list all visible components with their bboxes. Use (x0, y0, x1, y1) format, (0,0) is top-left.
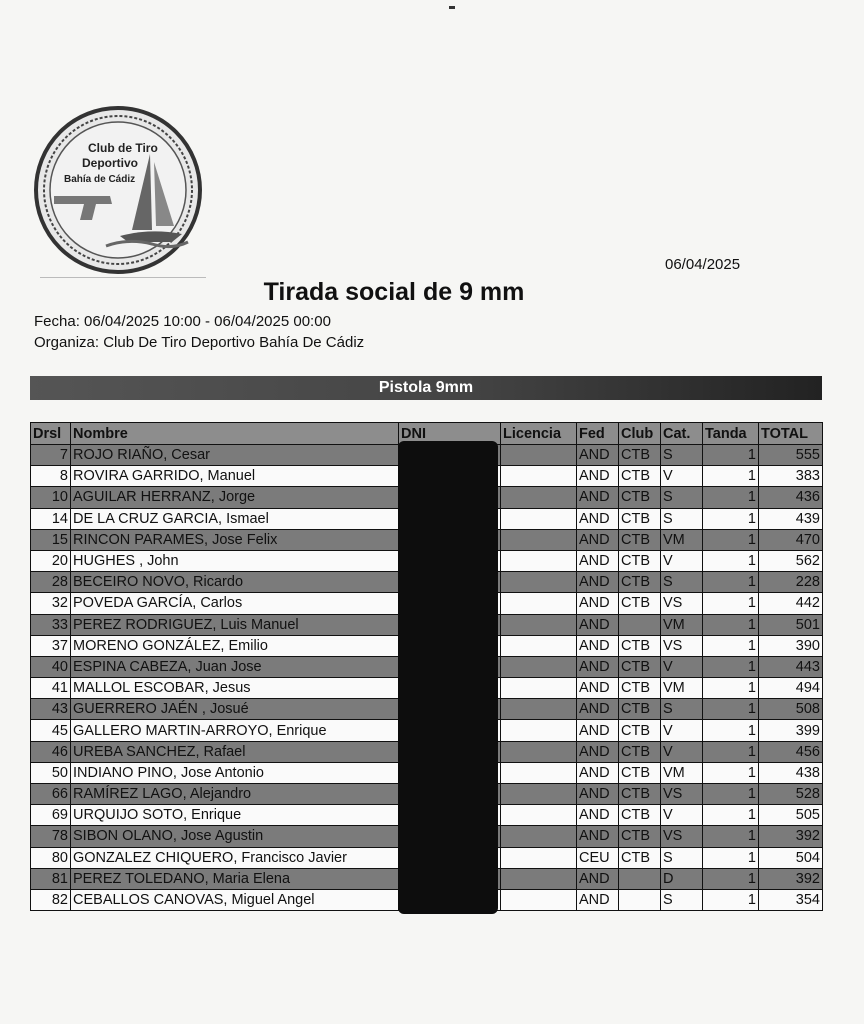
cell-cat: V (661, 741, 703, 762)
cell-tanda: 1 (703, 529, 759, 550)
cell-cat: V (661, 805, 703, 826)
print-date: 06/04/2025 (665, 256, 741, 273)
cell-fed: AND (577, 762, 619, 783)
cell-cat: S (661, 889, 703, 910)
cell-club: CTB (619, 572, 661, 593)
cell-licencia (501, 614, 577, 635)
cell-nombre: PEREZ RODRIGUEZ, Luis Manuel (71, 614, 399, 635)
cell-licencia (501, 593, 577, 614)
cell-fed: AND (577, 656, 619, 677)
cell-cat: V (661, 550, 703, 571)
cell-fed: AND (577, 593, 619, 614)
cell-total: 439 (759, 508, 823, 529)
cell-drsl: 33 (31, 614, 71, 635)
cell-drsl: 14 (31, 508, 71, 529)
cell-licencia (501, 466, 577, 487)
cell-drsl: 81 (31, 868, 71, 889)
cell-total: 399 (759, 720, 823, 741)
cell-drsl: 69 (31, 805, 71, 826)
cell-cat: D (661, 868, 703, 889)
cell-tanda: 1 (703, 868, 759, 889)
cell-club: CTB (619, 720, 661, 741)
cell-drsl: 46 (31, 741, 71, 762)
col-cat: Cat. (661, 423, 703, 445)
cell-fed: AND (577, 678, 619, 699)
cell-tanda: 1 (703, 550, 759, 571)
cell-tanda: 1 (703, 678, 759, 699)
cell-cat: VM (661, 762, 703, 783)
cell-club: CTB (619, 762, 661, 783)
cell-nombre: CEBALLOS CANOVAS, Miguel Angel (71, 889, 399, 910)
cell-club: CTB (619, 741, 661, 762)
cell-nombre: RAMÍREZ LAGO, Alejandro (71, 784, 399, 805)
cell-fed: AND (577, 487, 619, 508)
cell-total: 504 (759, 847, 823, 868)
cell-club: CTB (619, 635, 661, 656)
cell-nombre: RINCON PARAMES, Jose Felix (71, 529, 399, 550)
cell-drsl: 41 (31, 678, 71, 699)
cell-club: CTB (619, 826, 661, 847)
cell-fed: AND (577, 889, 619, 910)
cell-total: 390 (759, 635, 823, 656)
cell-nombre: MALLOL ESCOBAR, Jesus (71, 678, 399, 699)
cell-licencia (501, 572, 577, 593)
event-date: Fecha: 06/04/2025 10:00 - 06/04/2025 00:00 (34, 313, 331, 330)
cell-total: 436 (759, 487, 823, 508)
col-licencia: Licencia (501, 423, 577, 445)
cell-cat: VS (661, 593, 703, 614)
col-dni: DNI (399, 423, 501, 445)
col-club: Club (619, 423, 661, 445)
cell-fed: AND (577, 868, 619, 889)
cell-cat: S (661, 508, 703, 529)
cell-cat: VM (661, 614, 703, 635)
cell-club: CTB (619, 656, 661, 677)
cell-nombre: GUERRERO JAÉN , Josué (71, 699, 399, 720)
cell-fed: AND (577, 699, 619, 720)
cell-drsl: 20 (31, 550, 71, 571)
cell-total: 392 (759, 826, 823, 847)
cell-total: 501 (759, 614, 823, 635)
cell-nombre: GALLERO MARTIN-ARROYO, Enrique (71, 720, 399, 741)
col-nombre: Nombre (71, 423, 399, 445)
cell-total: 392 (759, 868, 823, 889)
col-total: TOTAL (759, 423, 823, 445)
cell-nombre: ESPINA CABEZA, Juan Jose (71, 656, 399, 677)
cell-licencia (501, 847, 577, 868)
cell-drsl: 66 (31, 784, 71, 805)
cell-nombre: INDIANO PINO, Jose Antonio (71, 762, 399, 783)
cell-licencia (501, 741, 577, 762)
cell-tanda: 1 (703, 847, 759, 868)
cell-licencia (501, 868, 577, 889)
logo-text-line3: Bahía de Cádiz (64, 174, 136, 185)
cell-club: CTB (619, 784, 661, 805)
cell-drsl: 15 (31, 529, 71, 550)
cell-fed: CEU (577, 847, 619, 868)
cell-total: 443 (759, 656, 823, 677)
col-drsl: Drsl (31, 423, 71, 445)
cell-club: CTB (619, 678, 661, 699)
cell-total: 442 (759, 593, 823, 614)
cell-licencia (501, 656, 577, 677)
col-tanda: Tanda (703, 423, 759, 445)
cell-cat: V (661, 656, 703, 677)
cell-drsl: 82 (31, 889, 71, 910)
cell-nombre: BECEIRO NOVO, Ricardo (71, 572, 399, 593)
cell-total: 508 (759, 699, 823, 720)
cell-nombre: URQUIJO SOTO, Enrique (71, 805, 399, 826)
cell-total: 505 (759, 805, 823, 826)
cell-club: CTB (619, 445, 661, 466)
cell-nombre: UREBA SANCHEZ, Rafael (71, 741, 399, 762)
cell-nombre: MORENO GONZÁLEZ, Emilio (71, 635, 399, 656)
cell-club: CTB (619, 466, 661, 487)
cell-total: 456 (759, 741, 823, 762)
cell-club: CTB (619, 550, 661, 571)
cell-tanda: 1 (703, 508, 759, 529)
cell-tanda: 1 (703, 699, 759, 720)
cell-drsl: 8 (31, 466, 71, 487)
cell-tanda: 1 (703, 889, 759, 910)
logo-text-line2: Deportivo (82, 156, 139, 170)
cell-licencia (501, 445, 577, 466)
cell-nombre: ROVIRA GARRIDO, Manuel (71, 466, 399, 487)
cell-cat: VM (661, 529, 703, 550)
cell-club: CTB (619, 529, 661, 550)
cell-licencia (501, 487, 577, 508)
cell-nombre: ROJO RIAÑO, Cesar (71, 445, 399, 466)
col-fed: Fed (577, 423, 619, 445)
cell-total: 562 (759, 550, 823, 571)
cell-drsl: 45 (31, 720, 71, 741)
cell-cat: V (661, 466, 703, 487)
section-header: Pistola 9mm (30, 376, 822, 400)
cell-tanda: 1 (703, 720, 759, 741)
cell-total: 438 (759, 762, 823, 783)
cell-total: 354 (759, 889, 823, 910)
cell-tanda: 1 (703, 593, 759, 614)
cell-fed: AND (577, 805, 619, 826)
cell-nombre: PEREZ TOLEDANO, Maria Elena (71, 868, 399, 889)
cell-drsl: 28 (31, 572, 71, 593)
cell-fed: AND (577, 720, 619, 741)
cell-total: 494 (759, 678, 823, 699)
cell-licencia (501, 762, 577, 783)
cell-club: CTB (619, 508, 661, 529)
cell-nombre: HUGHES , John (71, 550, 399, 571)
cell-club: CTB (619, 593, 661, 614)
cell-licencia (501, 529, 577, 550)
cell-cat: VS (661, 635, 703, 656)
cell-tanda: 1 (703, 635, 759, 656)
page-title: Tirada social de 9 mm (263, 278, 525, 306)
cell-fed: AND (577, 572, 619, 593)
cell-club (619, 614, 661, 635)
cell-cat: VM (661, 678, 703, 699)
cell-drsl: 10 (31, 487, 71, 508)
cell-cat: VS (661, 826, 703, 847)
cell-tanda: 1 (703, 487, 759, 508)
cell-fed: AND (577, 550, 619, 571)
logo-text-line1: Club de Tiro (88, 141, 158, 155)
club-logo (32, 104, 204, 276)
cell-cat: S (661, 487, 703, 508)
cell-nombre: SIBON OLANO, Jose Agustin (71, 826, 399, 847)
cell-nombre: AGUILAR HERRANZ, Jorge (71, 487, 399, 508)
cell-licencia (501, 784, 577, 805)
cell-fed: AND (577, 614, 619, 635)
cell-drsl: 50 (31, 762, 71, 783)
cell-club (619, 868, 661, 889)
cell-club: CTB (619, 487, 661, 508)
cell-fed: AND (577, 635, 619, 656)
cell-tanda: 1 (703, 805, 759, 826)
cell-fed: AND (577, 741, 619, 762)
cell-cat: S (661, 445, 703, 466)
cell-tanda: 1 (703, 741, 759, 762)
cell-cat: V (661, 720, 703, 741)
cell-cat: S (661, 572, 703, 593)
cell-drsl: 80 (31, 847, 71, 868)
cell-fed: AND (577, 445, 619, 466)
dni-redaction (398, 441, 498, 914)
cell-licencia (501, 678, 577, 699)
cell-drsl: 43 (31, 699, 71, 720)
cell-fed: AND (577, 784, 619, 805)
cell-nombre: POVEDA GARCÍA, Carlos (71, 593, 399, 614)
cell-licencia (501, 720, 577, 741)
cell-licencia (501, 635, 577, 656)
cell-licencia (501, 508, 577, 529)
organizer: Organiza: Club De Tiro Deportivo Bahía De Cádiz (34, 334, 365, 351)
cell-tanda: 1 (703, 826, 759, 847)
cell-nombre: GONZALEZ CHIQUERO, Francisco Javier (71, 847, 399, 868)
cell-tanda: 1 (703, 656, 759, 677)
cell-fed: AND (577, 529, 619, 550)
cell-total: 383 (759, 466, 823, 487)
cell-tanda: 1 (703, 445, 759, 466)
cell-licencia (501, 699, 577, 720)
cell-cat: VS (661, 784, 703, 805)
cell-licencia (501, 889, 577, 910)
cell-club: CTB (619, 847, 661, 868)
cell-nombre: DE LA CRUZ GARCIA, Ismael (71, 508, 399, 529)
cell-fed: AND (577, 826, 619, 847)
cell-licencia (501, 826, 577, 847)
cell-licencia (501, 805, 577, 826)
cell-total: 555 (759, 445, 823, 466)
cell-tanda: 1 (703, 784, 759, 805)
cell-cat: S (661, 699, 703, 720)
cell-drsl: 40 (31, 656, 71, 677)
cell-fed: AND (577, 508, 619, 529)
cell-tanda: 1 (703, 572, 759, 593)
cell-licencia (501, 550, 577, 571)
cell-total: 528 (759, 784, 823, 805)
cell-drsl: 37 (31, 635, 71, 656)
cell-total: 470 (759, 529, 823, 550)
cell-total: 228 (759, 572, 823, 593)
scan-speck (449, 6, 455, 9)
cell-club: CTB (619, 699, 661, 720)
cell-tanda: 1 (703, 466, 759, 487)
cell-drsl: 78 (31, 826, 71, 847)
cell-tanda: 1 (703, 614, 759, 635)
cell-cat: S (661, 847, 703, 868)
cell-club: CTB (619, 805, 661, 826)
cell-tanda: 1 (703, 762, 759, 783)
cell-drsl: 7 (31, 445, 71, 466)
cell-club (619, 889, 661, 910)
cell-fed: AND (577, 466, 619, 487)
cell-drsl: 32 (31, 593, 71, 614)
